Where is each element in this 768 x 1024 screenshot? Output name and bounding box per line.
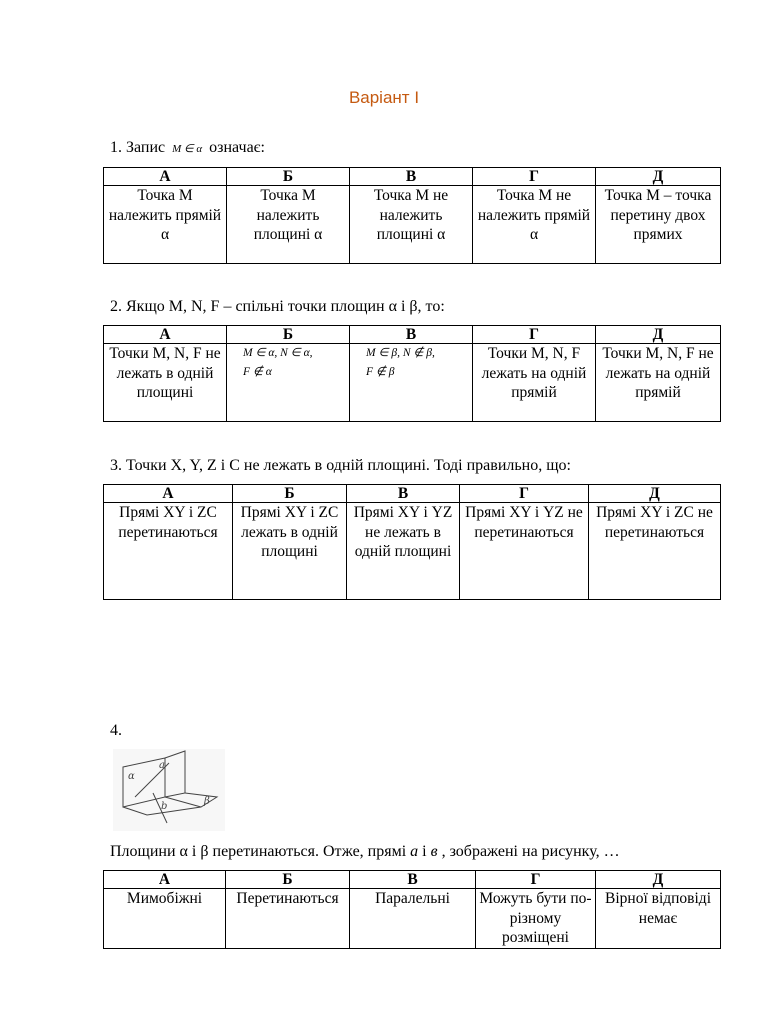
q4-text-before: Площини α і β перетинаються. Отже, прямі — [110, 843, 407, 860]
question-2-text: 2. Якщо M, N, F – спільні точки площин α і β, то: — [110, 298, 445, 315]
table-row — [104, 186, 721, 264]
col-d: Г — [473, 326, 596, 344]
label-beta: β — [204, 796, 210, 807]
col-b: Б — [227, 168, 350, 186]
question-4-text — [110, 842, 620, 862]
answer-e: Точки M, N, F не лежать на одній прямій — [596, 344, 721, 422]
col-c: В — [350, 168, 473, 186]
col-a: А — [104, 326, 227, 344]
formula-line: M ∈ α, N ∈ α, — [243, 347, 313, 359]
question-1-table — [103, 167, 721, 264]
question-2-table — [103, 325, 721, 422]
formula-line: F ∉ β — [366, 366, 395, 378]
answer-a: Точки M, N, F не лежать в одній площині — [104, 344, 227, 422]
question-4-number: 4. — [110, 722, 122, 739]
answer-e: Вірної відповіді немає — [596, 889, 721, 949]
col-e: Д — [589, 485, 721, 503]
col-d: Г — [460, 485, 589, 503]
q4-mid: і — [422, 843, 427, 860]
answer-c: Точка М не належить площині α — [350, 186, 473, 264]
col-c: В — [347, 485, 460, 503]
planes-drawing — [113, 749, 225, 831]
answer-e: Прямі XY і ZC не перетинаються — [589, 503, 721, 600]
col-b: Б — [227, 326, 350, 344]
table-header-row — [104, 485, 721, 503]
q1-after: означає: — [209, 139, 265, 156]
page-title: Варіант І — [348, 88, 420, 107]
col-c: В — [350, 326, 473, 344]
col-c: В — [350, 871, 476, 889]
col-b: Б — [233, 485, 347, 503]
question-4-table — [103, 870, 721, 949]
table-row — [104, 503, 721, 600]
table-header-row — [104, 871, 721, 889]
table-header-row — [104, 326, 721, 344]
table-header-row — [104, 168, 721, 186]
answer-d: Точки M, N, F лежать на одній прямій — [473, 344, 596, 422]
answer-a: Точка М належить прямій α — [104, 186, 227, 264]
answer-a: Прямі XY і ZC перетинаються — [104, 503, 233, 600]
plane-back-shape — [165, 751, 185, 797]
answer-b: Точка М належить площині α — [227, 186, 350, 264]
q4-var-b: в — [430, 843, 438, 860]
answer-c: Прямі XY і YZ не лежать в одній площині — [347, 503, 460, 600]
formula-line: F ∉ α — [243, 366, 272, 378]
answer-d: Прямі XY і YZ не перетинаються — [460, 503, 589, 600]
col-a: А — [104, 871, 226, 889]
planes-figure — [113, 749, 225, 831]
question-1-text — [110, 138, 265, 159]
answer-b: Перетинаються — [226, 889, 350, 949]
question-3-text: 3. Точки X, Y, Z і C не лежать в одній площині. Тоді правильно, що: — [110, 457, 571, 474]
question-3-table — [103, 484, 721, 600]
answer-d: Точка М не належить прямій α — [473, 186, 596, 264]
formula-line: M ∈ β, N ∉ β, — [366, 347, 435, 359]
col-b: Б — [226, 871, 350, 889]
col-e: Д — [596, 168, 721, 186]
col-a: А — [104, 168, 227, 186]
col-d: Г — [476, 871, 596, 889]
q4-var-a: a — [410, 843, 419, 860]
table-row — [104, 889, 721, 949]
label-b: b — [161, 801, 168, 812]
col-e: Д — [596, 326, 721, 344]
label-a: a — [159, 760, 165, 771]
q1-before: 1. Запис — [110, 139, 166, 156]
answer-b-formula — [227, 344, 350, 422]
answer-c: Паралельні — [350, 889, 476, 949]
answer-d: Можуть бути по-різному розміщені — [476, 889, 596, 949]
q4-text-after: , зображені на рисунку, … — [441, 843, 620, 860]
col-e: Д — [596, 871, 721, 889]
q1-math: M ∈ α — [172, 143, 203, 155]
col-a: А — [104, 485, 233, 503]
answer-c-formula — [350, 344, 473, 422]
label-alpha: α — [128, 771, 135, 782]
col-d: Г — [473, 168, 596, 186]
table-row — [104, 344, 721, 422]
answer-a: Мимобіжні — [104, 889, 226, 949]
answer-e: Точка М – точка перетину двох прямих — [596, 186, 721, 264]
answer-b: Прямі XY і ZC лежать в одній площині — [233, 503, 347, 600]
planes-intersection-line — [165, 797, 201, 807]
